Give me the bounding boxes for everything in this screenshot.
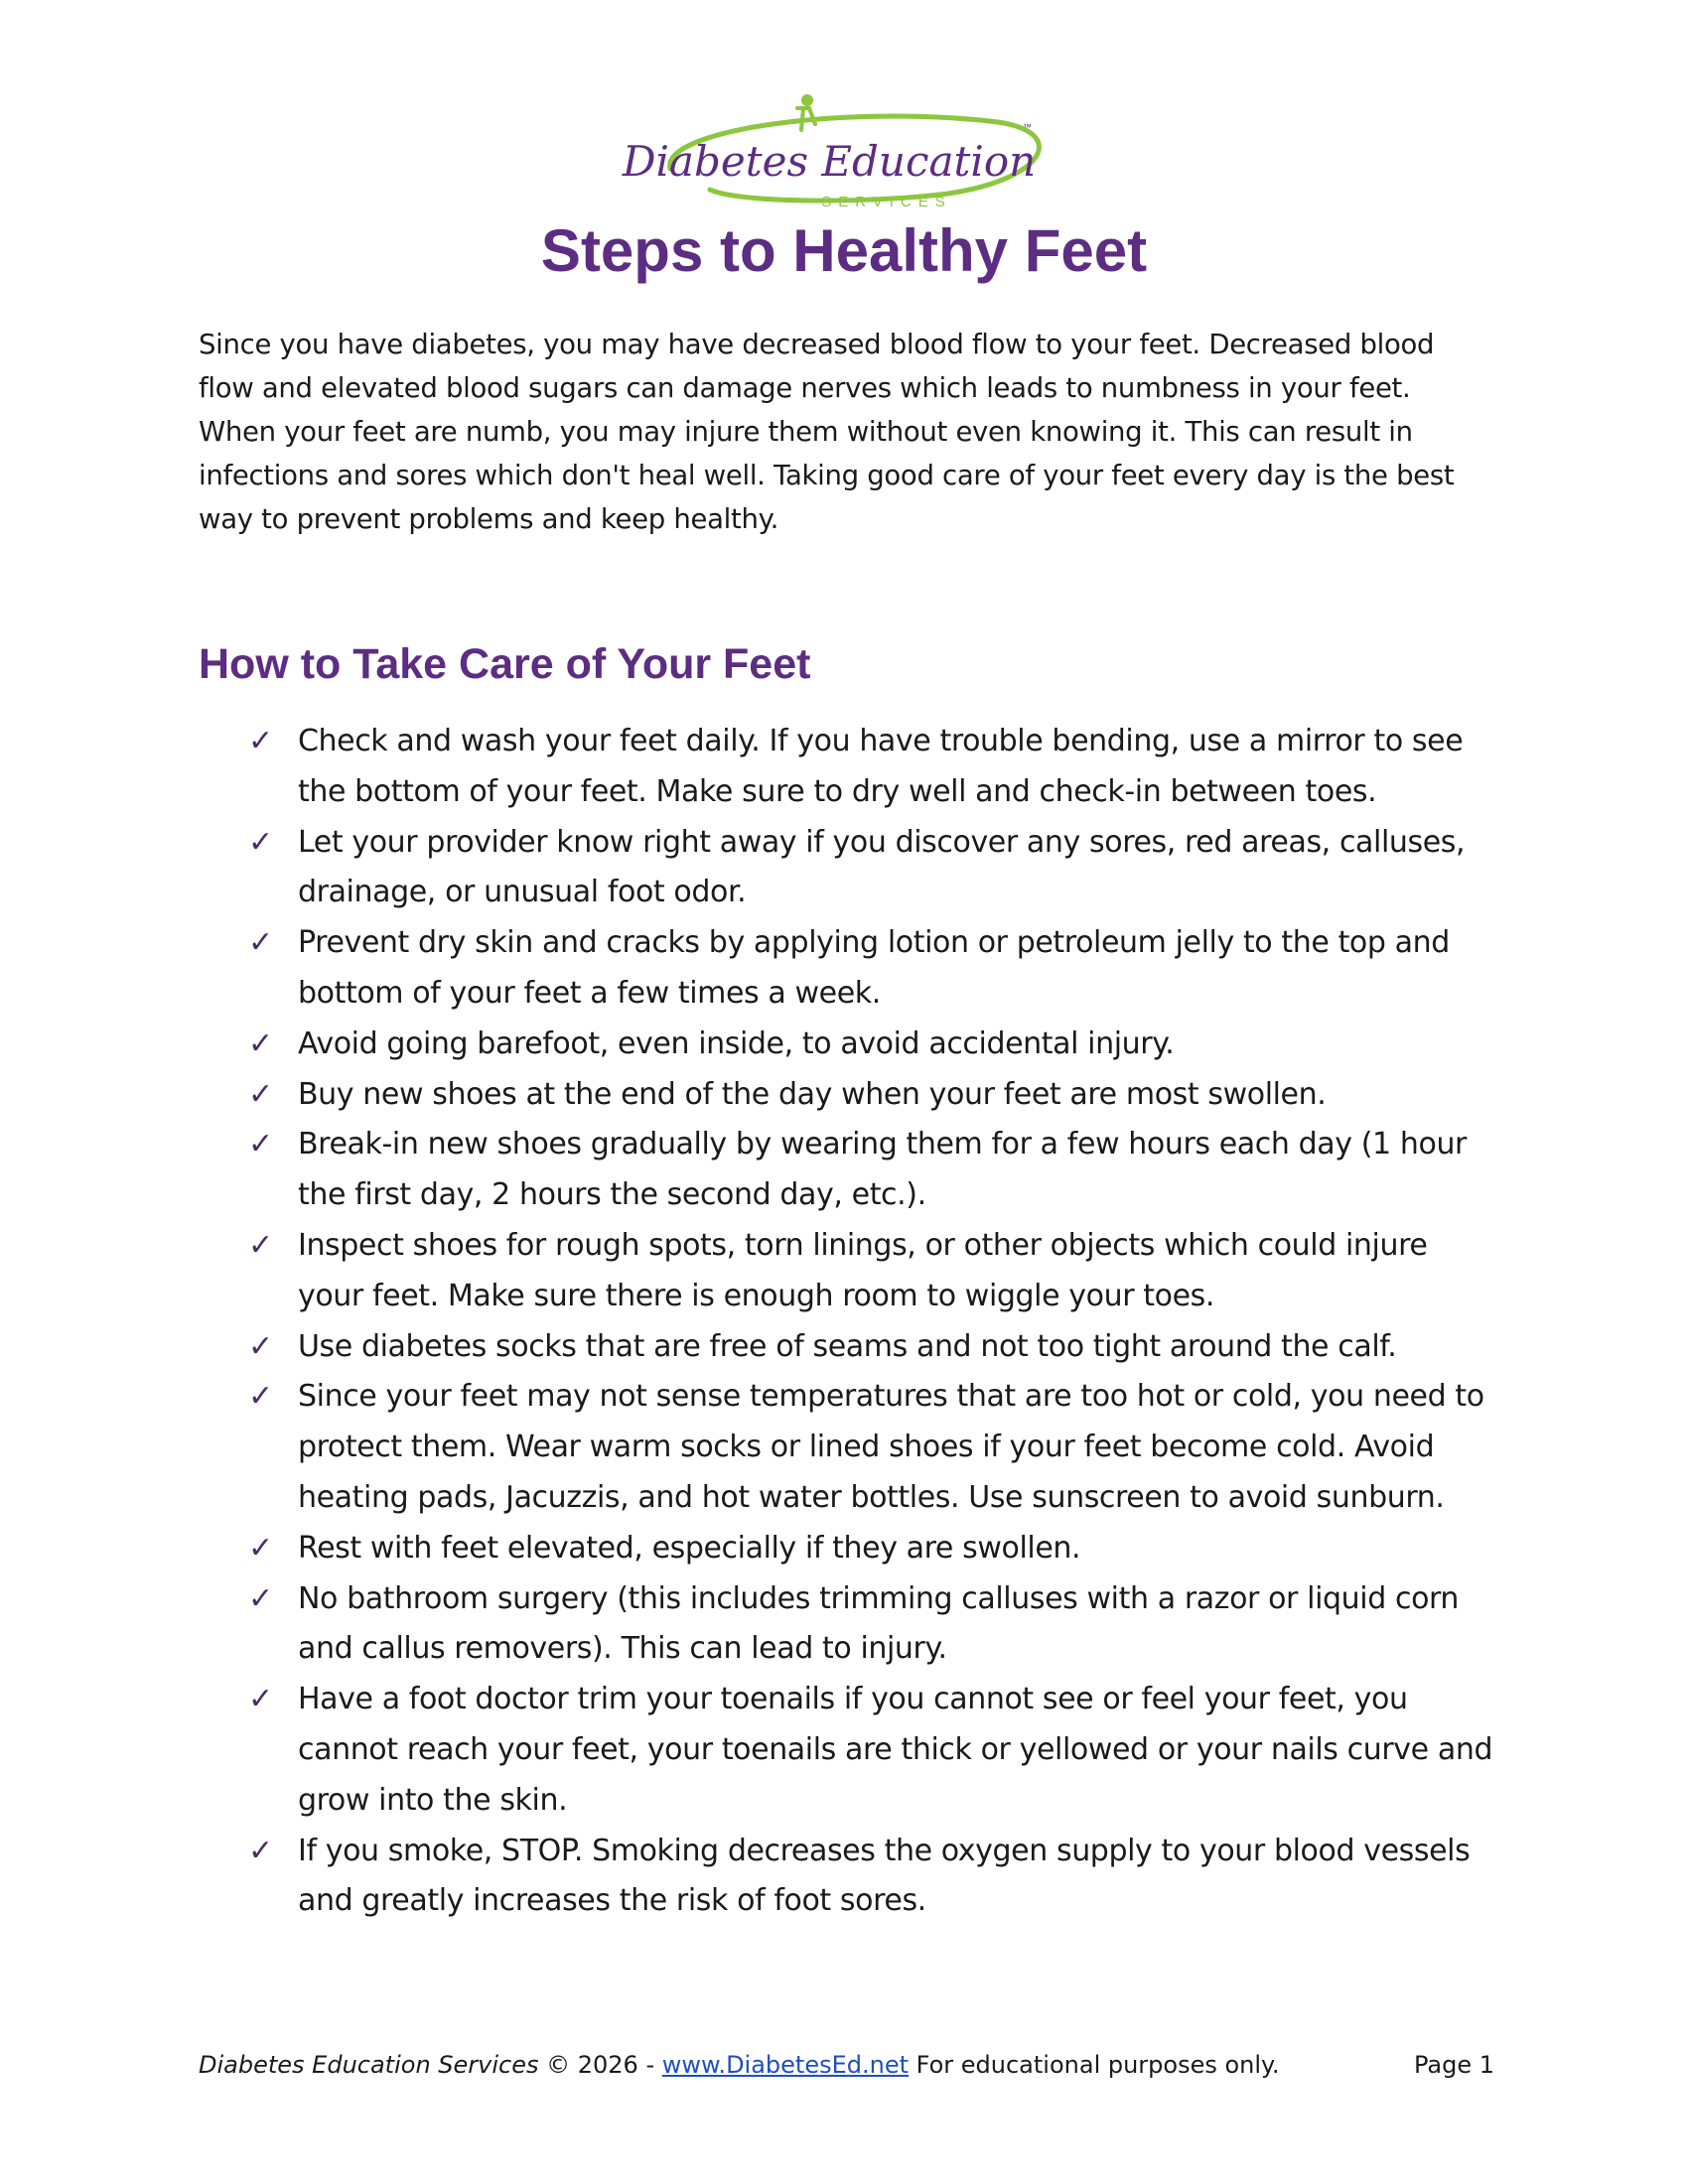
care-checklist	[248, 717, 1499, 1927]
footer-org: Diabetes Education Services	[199, 2051, 539, 2079]
intro-paragraph: Since you have diabetes, you may have decreased blood flow to your feet. Decreased blood flow and elevated blood sugars can damage nerves which leads to numbness in your feet. When your feet are numb, you may injure them without even knowing it. This can result in infections and sores which don't heal well. Taking good care of your feet every day is the best way to prevent problems and keep healthy.	[199, 329, 1455, 535]
list-item	[248, 1322, 1499, 1373]
list-item	[248, 1020, 1499, 1070]
footer-note: For educational purposes only.	[909, 2051, 1280, 2079]
list-item	[248, 1221, 1499, 1322]
figure-icon	[801, 94, 813, 106]
list-item	[248, 818, 1499, 919]
checkmark-icon: ✓	[248, 1833, 273, 1868]
list-item-text: Buy new shoes at the end of the day when your feet are most swollen.	[298, 1076, 1327, 1112]
logo	[621, 94, 1057, 218]
list-item-text: Avoid going barefoot, even inside, to avoid accidental injury.	[298, 1025, 1175, 1061]
list-item	[248, 1574, 1499, 1676]
list-item-text: Check and wash your feet daily. If you have trouble bending, use a mirror to see the bottom of your feet. Make sure to dry well and check-in between toes.	[298, 724, 1464, 809]
checkmark-icon: ✓	[248, 1227, 273, 1263]
checkmark-icon: ✓	[248, 1127, 273, 1162]
section-heading: How to Take Care of Your Feet	[199, 640, 811, 688]
checkmark-icon: ✓	[248, 1580, 273, 1616]
list-item-text: Rest with feet elevated, especially if they are swollen.	[298, 1530, 1081, 1566]
list-item	[248, 1120, 1499, 1221]
list-item-text: Let your provider know right away if you discover any sores, red areas, calluses, drainage, or unusual foot odor.	[298, 824, 1466, 910]
list-item	[248, 1372, 1499, 1523]
page-number: Page 1	[1414, 2051, 1494, 2079]
list-item-text: If you smoke, STOP. Smoking decreases the oxygen supply to your blood vessels and greatly increases the risk of foot sores.	[298, 1833, 1471, 1919]
checkmark-icon: ✓	[248, 1379, 273, 1415]
checkmark-icon: ✓	[248, 925, 273, 961]
checkmark-icon: ✓	[248, 1076, 273, 1112]
logo-script-text: Diabetes Education	[622, 137, 1037, 186]
checkmark-icon: ✓	[248, 1328, 273, 1364]
checkmark-icon: ✓	[248, 1530, 273, 1566]
list-item	[248, 1070, 1499, 1121]
checkmark-icon: ✓	[248, 724, 273, 758]
logo-sub-text: SERVICES	[821, 194, 952, 210]
list-item	[248, 1524, 1499, 1574]
list-item-text: Prevent dry skin and cracks by applying lotion or petroleum jelly to the top and bottom of your feet a few times a week.	[298, 925, 1450, 1011]
list-item	[248, 918, 1499, 1020]
logo-graphic	[621, 94, 1057, 218]
trademark-mark: ™	[1023, 122, 1032, 132]
list-item	[248, 1675, 1499, 1826]
checkmark-icon: ✓	[248, 1682, 273, 1717]
page-title: Steps to Healthy Feet	[540, 217, 1148, 284]
list-item-text: Break-in new shoes gradually by wearing them for a few hours each day (1 hour the first day, 2 hours the second day, etc.).	[298, 1127, 1467, 1213]
checkmark-icon: ✓	[248, 824, 273, 860]
list-item-text: Since your feet may not sense temperatures that are too hot or cold, you need to protect them. Wear warm socks or lined shoes if your feet become cold. Avoid heating pads, Jacuzzis, and hot water bottles. Use sunscreen to avoid sunburn.	[298, 1379, 1484, 1515]
list-item-text: Use diabetes socks that are free of seams and not too tight around the calf.	[298, 1328, 1397, 1364]
list-item	[248, 1827, 1499, 1928]
page-footer	[199, 2045, 1494, 2085]
footer-copyright: © 2026 -	[538, 2051, 662, 2079]
footer-text	[199, 2045, 1279, 2085]
website-link[interactable]: www.DiabetesEd.net	[661, 2051, 910, 2079]
list-item-text: Inspect shoes for rough spots, torn linings, or other objects which could injure your feet. Make sure there is enough room to wiggle your toes.	[298, 1227, 1428, 1313]
list-item-text: No bathroom surgery (this includes trimming calluses with a razor or liquid corn and callus removers). This can lead to injury.	[298, 1580, 1460, 1667]
list-item	[248, 717, 1499, 818]
list-item-text: Have a foot doctor trim your toenails if you cannot see or feel your feet, you cannot reach your feet, your toenails are thick or yellowed or your nails curve and grow into the skin.	[298, 1682, 1493, 1818]
checkmark-icon: ✓	[248, 1025, 273, 1061]
